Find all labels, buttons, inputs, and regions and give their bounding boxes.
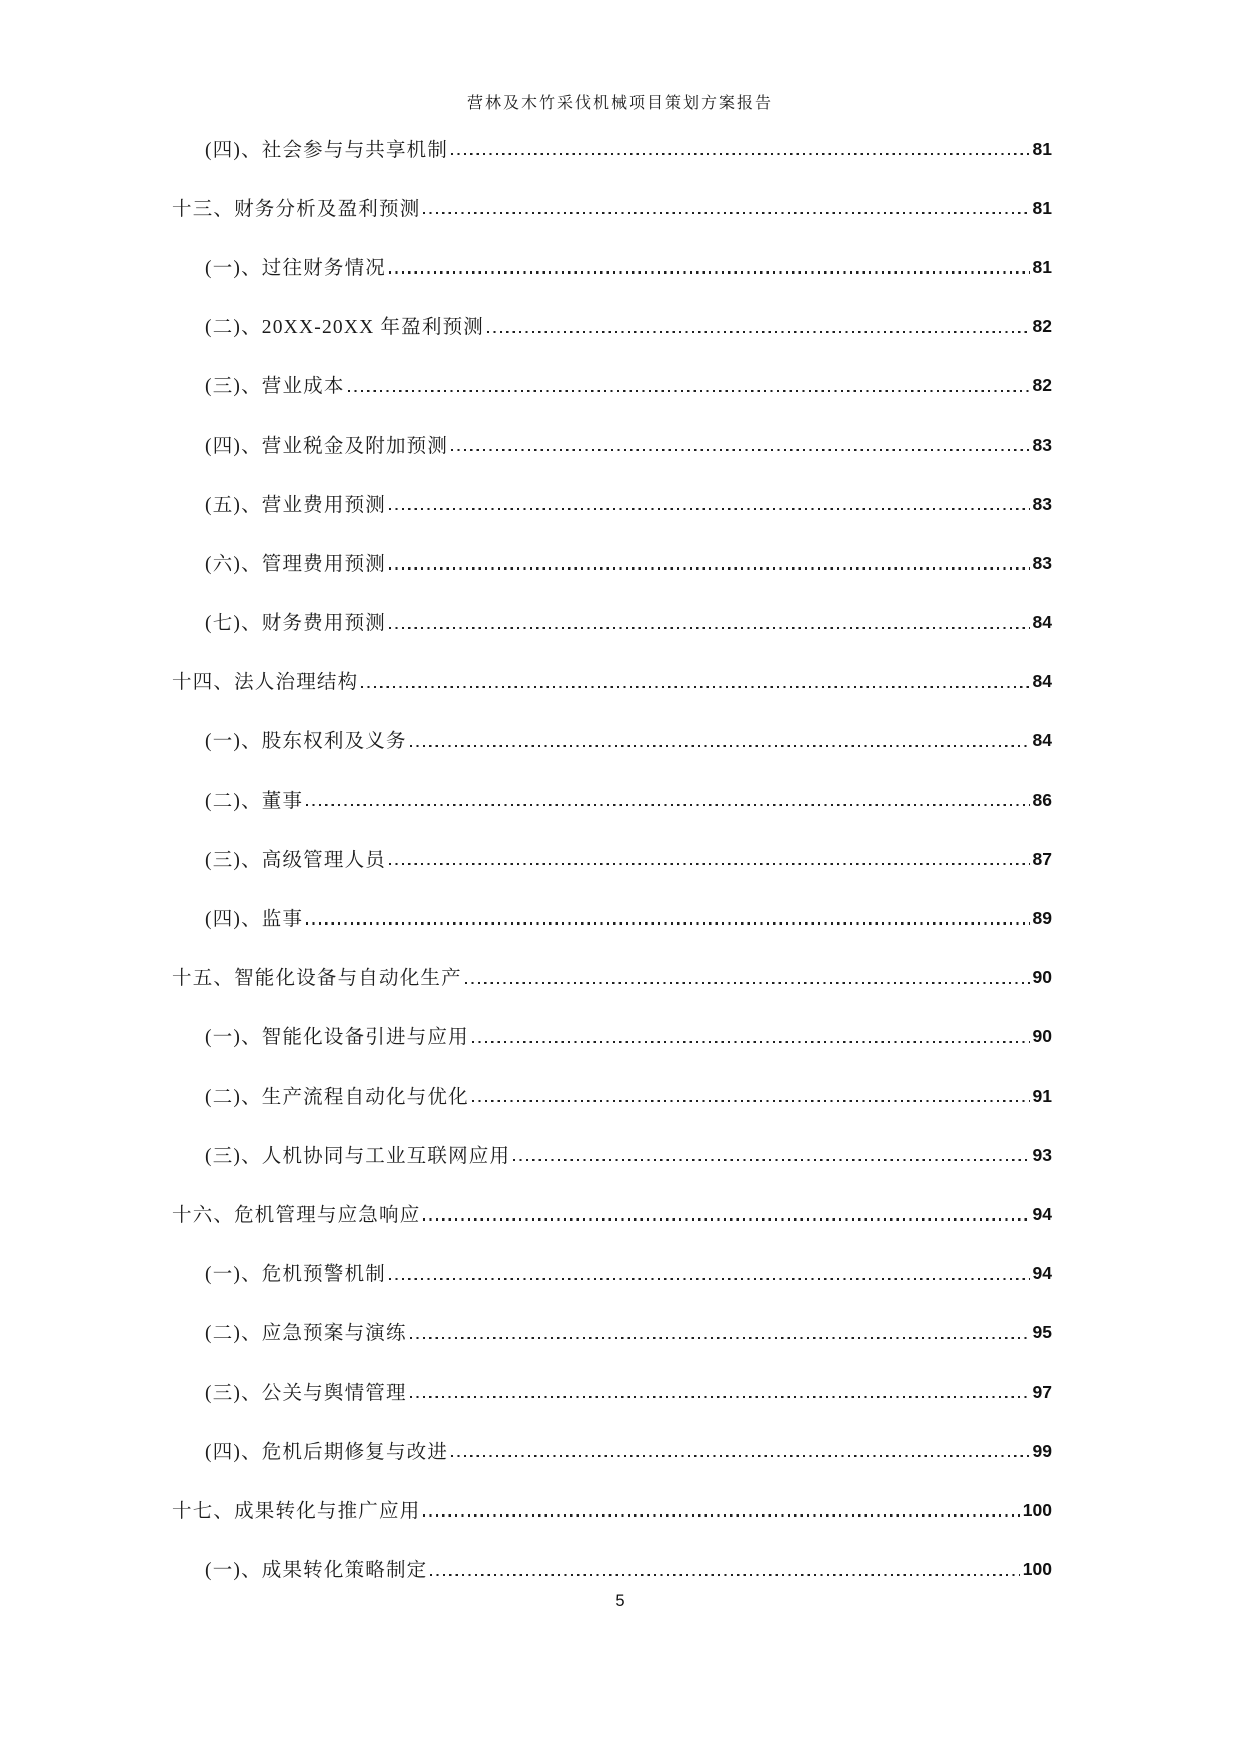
toc-entry[interactable] (172, 1479, 1052, 1538)
toc-entry-label: 十五、智能化设备与自动化生产 (172, 968, 462, 990)
toc-page-number: 81 (1032, 138, 1052, 159)
toc-page-number: 82 (1032, 375, 1052, 396)
toc-dot-leader (306, 804, 1029, 806)
toc-page-number: 89 (1032, 908, 1052, 929)
toc-dot-leader (389, 567, 1030, 569)
toc-entry-label: (一)、智能化设备引进与应用 (205, 1027, 469, 1049)
toc-page-number: 82 (1032, 316, 1052, 337)
toc-entry-label: 十六、危机管理与应急响应 (172, 1204, 421, 1226)
toc-dot-leader (410, 1337, 1030, 1339)
toc-entry[interactable] (172, 1243, 1052, 1302)
toc-entry-label: (一)、成果转化策略制定 (205, 1560, 428, 1582)
toc-page-number: 81 (1032, 197, 1052, 218)
toc-page-number: 100 (1022, 1559, 1052, 1580)
toc-entry[interactable] (172, 414, 1052, 473)
toc-entry-label: (一)、过往财务情况 (205, 257, 386, 279)
toc-dot-leader (513, 1159, 1029, 1161)
toc-entry[interactable] (172, 710, 1052, 769)
document-header-title: 营林及木竹采伐机械项目策划方案报告 (466, 95, 773, 112)
toc-entry-label: (四)、监事 (205, 909, 304, 931)
toc-dot-leader (423, 212, 1029, 214)
toc-entry-label: (四)、危机后期修复与改进 (205, 1441, 449, 1463)
toc-entry[interactable] (172, 592, 1052, 651)
toc-dot-leader (361, 686, 1029, 688)
toc-dot-leader (487, 331, 1030, 333)
toc-entry-label: 十三、财务分析及盈利预测 (172, 198, 421, 220)
toc-page-number: 81 (1032, 256, 1052, 277)
toc-dot-leader (410, 1396, 1030, 1398)
toc-entry[interactable] (172, 473, 1052, 532)
toc-dot-leader (348, 390, 1030, 392)
toc-page-number: 84 (1032, 730, 1052, 751)
toc-page-number: 90 (1032, 1026, 1052, 1047)
toc-entry-label: (二)、20XX-20XX 年盈利预测 (205, 317, 484, 339)
toc-entry[interactable] (172, 828, 1052, 887)
toc-page-number: 86 (1032, 789, 1052, 810)
toc-dot-leader (389, 271, 1030, 273)
toc-entry[interactable] (172, 296, 1052, 355)
toc-entry-label: (五)、营业费用预测 (205, 494, 386, 516)
toc-page-number: 84 (1032, 612, 1052, 633)
toc-dot-leader (389, 508, 1030, 510)
toc-entry[interactable] (172, 1065, 1052, 1124)
toc-page-number: 91 (1032, 1085, 1052, 1106)
toc-dot-leader (389, 1278, 1030, 1280)
toc-page-number: 94 (1032, 1263, 1052, 1284)
toc-dot-leader (423, 1218, 1029, 1220)
toc-dot-leader (451, 1455, 1029, 1457)
toc-entry-label: (四)、社会参与与共享机制 (205, 139, 449, 161)
toc-entry-label: (二)、生产流程自动化与优化 (205, 1086, 469, 1108)
toc-dot-leader (472, 1100, 1030, 1102)
toc-page-number: 97 (1032, 1381, 1052, 1402)
toc-dot-leader (430, 1574, 1019, 1576)
toc-entry[interactable] (172, 1539, 1052, 1598)
toc-entry-label: (二)、董事 (205, 790, 304, 812)
toc-entry[interactable] (172, 177, 1052, 236)
toc-page-number: 83 (1032, 434, 1052, 455)
toc-entry[interactable] (172, 651, 1052, 710)
toc-entry-label: (一)、股东权利及义务 (205, 731, 407, 753)
toc-dot-leader (451, 449, 1029, 451)
toc-entry-label: 十七、成果转化与推广应用 (172, 1500, 421, 1522)
toc-page-number: 87 (1032, 848, 1052, 869)
toc-dot-leader (410, 745, 1030, 747)
toc-entry-label: (三)、人机协同与工业互联网应用 (205, 1145, 511, 1167)
toc-entry-label: (六)、管理费用预测 (205, 553, 386, 575)
toc-page-number: 94 (1032, 1203, 1052, 1224)
toc-entry[interactable] (172, 1006, 1052, 1065)
toc-entry[interactable] (172, 1361, 1052, 1420)
toc-page-number: 83 (1032, 493, 1052, 514)
footer-page-number: 5 (615, 1592, 625, 1610)
toc-entry-label: (七)、财务费用预测 (205, 613, 386, 635)
toc-entry[interactable] (172, 1302, 1052, 1361)
toc-entry[interactable] (172, 236, 1052, 295)
toc-page-number: 90 (1032, 967, 1052, 988)
toc-dot-leader (306, 922, 1029, 924)
toc-page-number: 84 (1032, 671, 1052, 692)
toc-entry-label: (三)、营业成本 (205, 376, 345, 398)
toc-dot-leader (423, 1514, 1019, 1516)
toc-entry-label: (四)、营业税金及附加预测 (205, 435, 449, 457)
toc-page-number: 99 (1032, 1440, 1052, 1461)
toc-page-number: 95 (1032, 1322, 1052, 1343)
toc-entry[interactable] (172, 1420, 1052, 1479)
toc-entry-label: (二)、应急预案与演练 (205, 1323, 407, 1345)
toc-page-number: 93 (1032, 1144, 1052, 1165)
toc-page-number: 100 (1022, 1499, 1052, 1520)
toc-entry[interactable] (172, 887, 1052, 946)
toc-entry-label: 十四、法人治理结构 (172, 672, 359, 694)
toc-entry-label: (三)、高级管理人员 (205, 849, 386, 871)
toc-dot-leader (451, 153, 1029, 155)
toc-entry[interactable] (172, 118, 1052, 177)
toc-dot-leader (389, 863, 1030, 865)
toc-entry[interactable] (172, 947, 1052, 1006)
toc-entry-label: (三)、公关与舆情管理 (205, 1382, 407, 1404)
toc-dot-leader (465, 982, 1030, 984)
toc-entry[interactable] (172, 532, 1052, 591)
toc-entry[interactable] (172, 1124, 1052, 1183)
toc-entry[interactable] (172, 355, 1052, 414)
toc-dot-leader (472, 1041, 1030, 1043)
toc-entry[interactable] (172, 769, 1052, 828)
toc-list (172, 118, 1052, 1598)
toc-page-number: 83 (1032, 552, 1052, 573)
toc-dot-leader (389, 627, 1030, 629)
toc-entry[interactable] (172, 1183, 1052, 1242)
toc-entry-label: (一)、危机预警机制 (205, 1264, 386, 1286)
